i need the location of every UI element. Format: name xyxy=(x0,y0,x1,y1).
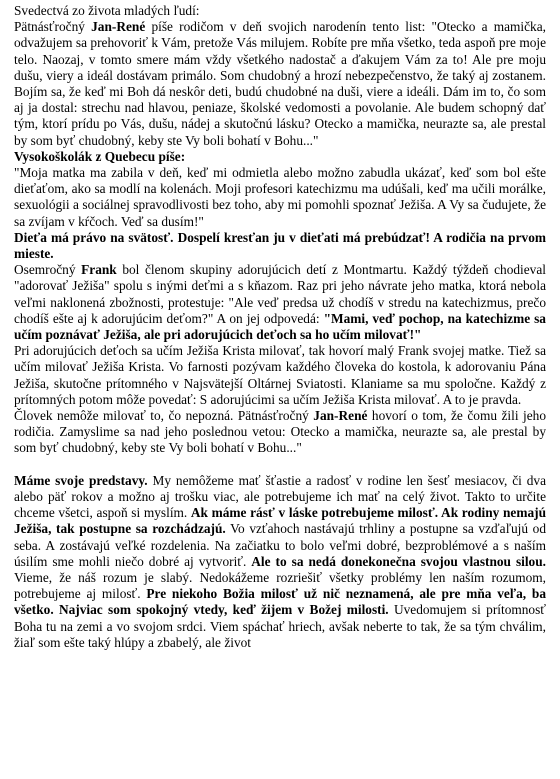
child-rights-heading: Dieťa má právo na svätosť. Dospelí kresťan ju v dieťati má prebúdzať! A rodičia na prvom mieste. xyxy=(14,229,546,262)
letter-lead: Pätnásťročný xyxy=(14,19,92,35)
ideas-text-4: Uvedomujem si prítomnosť Boha tu na zemi a vo svojom srdci. Viem spáchať hriech, avšak neberte to tak, že sa tým chválim, žiaľ som ešte taký hlúpy a zbabelý, ale život xyxy=(14,602,546,650)
frank-story xyxy=(14,262,546,343)
quebec-heading: Vysokoškolák z Quebecu píše: xyxy=(14,148,186,164)
name-frank: Frank xyxy=(81,262,117,278)
cannot-love-body: hovorí o tom, že čomu žili jeho rodičia. Zamyslime sa nad jeho poslednou vetou: Otecko a mamička, neurazte sa, ale prestal by som byť chudobný, keby ste Vy boli bohatí v Bohu..." xyxy=(14,408,547,456)
frank-body: bol členom skupiny adorujúcich detí z Montmartu. Každý týždeň chodieval "adorovať Ježiša" spolu s inými deťmi a s kňazom. Raz pri jeho návrate jeho matka, ktorá nebola veľmi naklonená zbožnosti, protestuje: "Ale veď predsa už chodíš v stredu na katechizmus, prečo chodíš ešte aj k adorujúcim deťom?" A on jej odpovedá: xyxy=(14,262,546,326)
jan-rene-letter xyxy=(14,19,546,149)
letter-body: píše rodičom v deň svojich narodenín tento list: "Otecko a mamička, odvažujem sa prehovoriť k Vám, pretože Vás milujem. Robíte pre mňa všetko, teda aspoň pre moje telo. Naozaj, v tomto smere mám vždy všetkého nadostač a ďakujem Vám za to! Ale pre moju dušu, viery a ideál dostávam primálo. Som chudobný a hrozí nebezpečenstvo, že taký aj zostanem. Bojím sa, že keď mi Boh dá neskôr deti, budú chudobné na duši, viere a ideáli. Dám im to, čo som aj ja dostal: strechu nad hlavou, peniaze, školské vedomosti a povolanie. Ale budem schopný dať tým, ktorí prídu po Vás, dušu, nádej a skutočnú lásku? Otecko a mamička, neurazte sa, ale prestal by som byť chudobný, keby ste Vy boli bohatí v Bohu..." xyxy=(14,19,546,148)
ideas-text-1: My nemôžeme mať šťastie a radosť v rodine len šesť mesiacov, či dva alebo päť rokov a možno aj trošku viac, ale potrebujeme ich mať na celý život. Takto to určite chceme všetci, aspoň si myslím. xyxy=(14,472,547,521)
frank-lead: Osemročný xyxy=(14,262,82,278)
ideas-paragraph xyxy=(14,473,546,651)
paragraph-gap xyxy=(14,457,546,473)
quebec-quote: "Moja matka ma zabila v deň, keď mi odmietla alebo možno zabudla ukázať, keď som bol ešte dieťaťom, ako sa modlí na kolenách. Moji profesori katechizmu ma udúšali, keď ma učili morálke, sexuológii a sociálnej spravodlivosti bez toho, aby mi pomohli spoznať Ježiša. A Vy sa čudujete, že sa zvíjam v kŕčoch. Veď sa dusím!" xyxy=(14,165,546,229)
document-page xyxy=(14,3,546,651)
intro-line: Svedectvá zo života mladých ľudí: xyxy=(14,3,200,18)
ideas-bold-2: Ak máme rásť v láske potrebujeme milosť. Ak rodiny nemajú Ježiša, tak postupne sa rozchádzajú. xyxy=(14,505,546,537)
name-jan-rene: Jan-René xyxy=(91,19,146,35)
ideas-text-2: Vo vzťahoch nastávajú trhliny a postupne sa vzďaľujú od seba. A zostávajú veľké rozdelenia. Na začiatku to bolo veľmi dobré, bezproblémové a s naším úsilím sme mohli niečo dobré aj vytvoriť. xyxy=(14,521,547,569)
frank-continue: Pri adorujúcich deťoch sa učím Ježiša Krista milovať, tak hovorí malý Frank svojej matke. Tiež sa učím milovať Ježiša Krista. Vo farnosti pozývam každého človeka do kostola, k adorovaniu Pána Ježiša, skutočne prítomného v Najsvätejší Oltárnej Sviatosti. Klaniame sa mu spoločne. Každý z prítomných potom môže povedať: S adorujúcimi sa učím Ježiša Krista milovať. A to je pravda. xyxy=(14,343,546,407)
cannot-love-lead: Človek nemôže milovať to, čo nepozná. Pätnásťročný xyxy=(14,408,314,424)
frank-answer: "Mami, veď pochop, na katechizme sa učím poznávať Ježiša, ale pri adorujúcich deťoch sa ho učím milovať!" xyxy=(14,310,546,343)
name-jan-rene-2: Jan-René xyxy=(313,408,368,424)
ideas-text-3: Vieme, že náš rozum je slabý. Nedokážeme rozriešiť všetky problémy len naším rozumom, potrebujeme aj milosť. xyxy=(14,569,546,602)
ideas-bold-4: Pre niekoho Božia milosť už nič neznamená, ale pre mňa veľa, ba všetko. Najviac som spokojný vtedy, keď žijem v Božej milosti. xyxy=(14,586,546,618)
ideas-bold-3: Ale to sa nedá donekonečna svojou vlastnou silou. xyxy=(251,553,546,569)
cannot-love-paragraph xyxy=(14,408,546,457)
ideas-bold-1: Máme svoje predstavy. xyxy=(14,472,148,488)
